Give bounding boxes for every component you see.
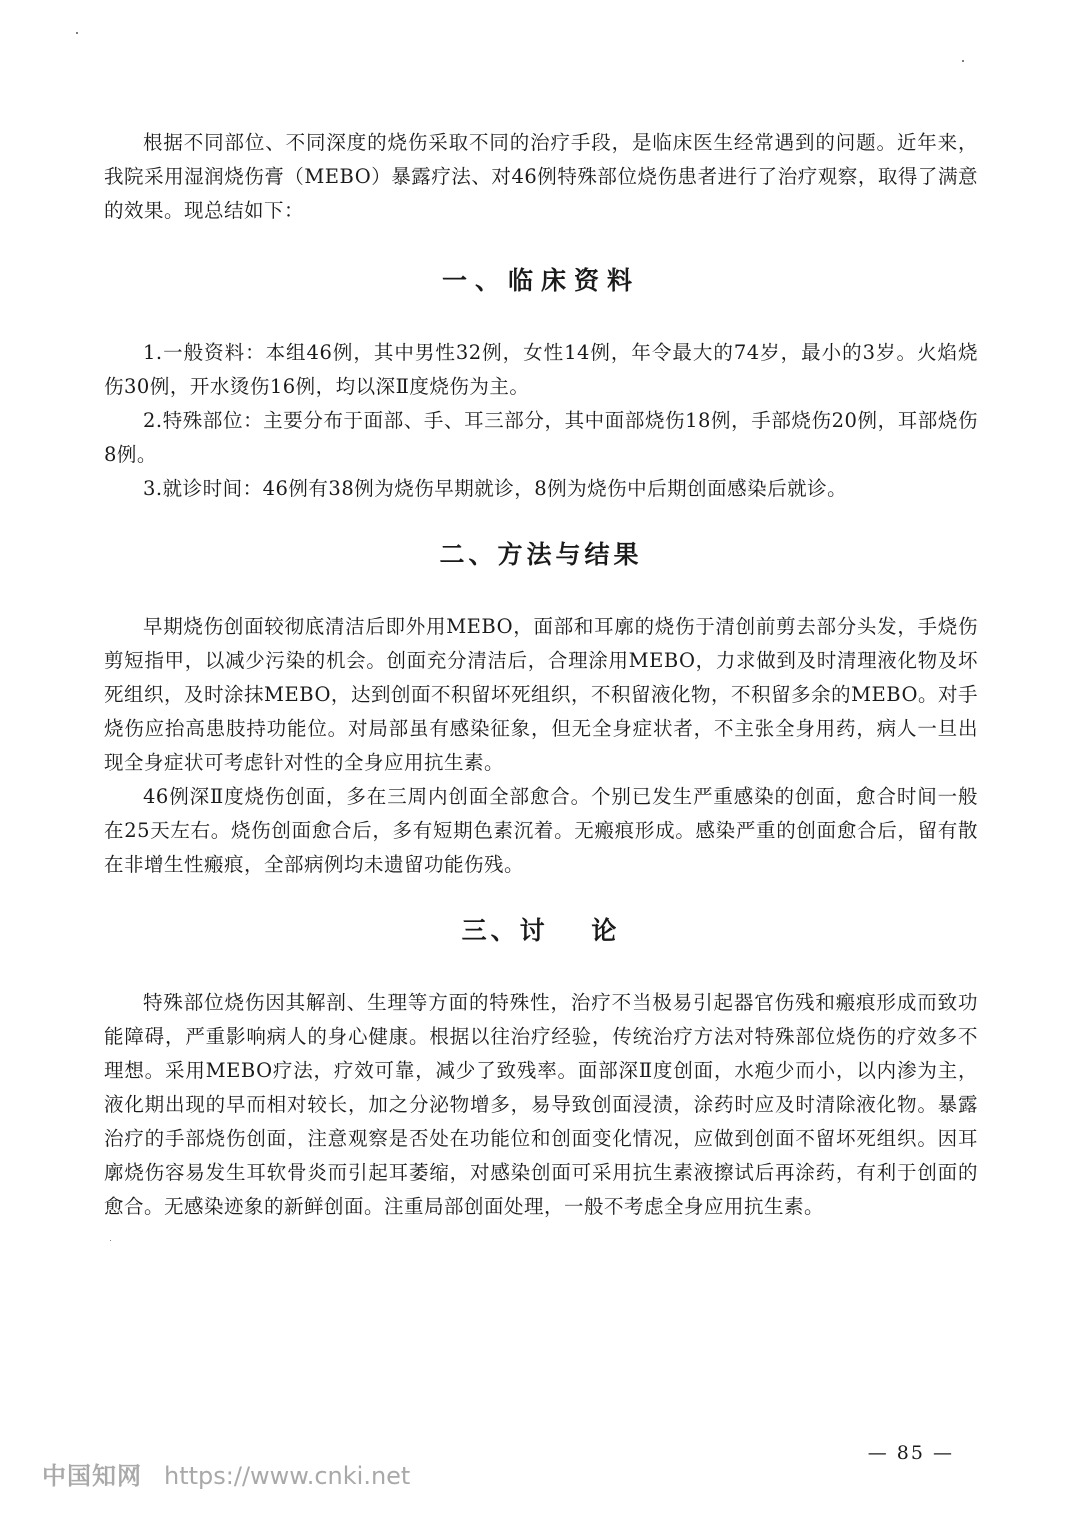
scan-speck	[110, 1240, 111, 1241]
results-paragraph: 46例深Ⅱ度烧伤创面，多在三周内创面全部愈合。个别已发生严重感染的创面，愈合时间一般在25天左右。烧伤创面愈合后，多有短期色素沉着。无瘢痕形成。感染严重的创面愈合后，留有散在非增生性瘢痕，全部病例均未遗留功能伤残。	[104, 785, 978, 876]
section-heading-methods-results: 二、方法与结果	[439, 540, 643, 569]
methods-paragraph: 早期烧伤创面较彻底清洁后即外用MEBO，面部和耳廓的烧伤于清创前剪去部分头发，手烧伤剪短指甲，以减少污染的机会。创面充分清洁后，合理涂用MEBO，力求做到及时清理液化物及坏死组织，及时涂抹MEBO，达到创面不积留坏死组织，不积留液化物，不积留多余的MEBO。对手烧伤应抬高患肢持功能位。对局部虽有感染征象，但无全身症状者，不主张全身用药，病人一旦出现全身症状可考虑针对性的全身应用抗生素。	[104, 615, 978, 774]
section-heading-clinical-data: 一、临床资料	[441, 266, 640, 295]
discussion-paragraph: 特殊部位烧伤因其解剖、生理等方面的特殊性，治疗不当极易引起器官伤残和瘢痕形成而致功能障碍，严重影响病人的身心健康。根据以往治疗经验，传统治疗方法对特殊部位烧伤的疗效多不理想。采用MEBO疗法，疗效可靠，减少了致残率。面部深Ⅱ度创面，水疱少而小，以内渗为主，液化期出现的早而相对较长，加之分泌物增多，易导致创面浸渍，涂药时应及时清除液化物。暴露治疗的手部烧伤创面，注意观察是否处在功能位和创面变化情况，应做到创面不留坏死组织。因耳廓烧伤容易发生耳软骨炎而引起耳萎缩，对感染创面可采用抗生素液擦试后再涂药，有利于创面的愈合。无感染迹象的新鲜创面。注重局部创面处理，一般不考虑全身应用抗生素。	[104, 991, 978, 1218]
cnki-watermark	[42, 1456, 410, 1491]
clinical-data-item: 2.特殊部位：主要分布于面部、手、耳三部分，其中面部烧伤18例，手部烧伤20例，耳部烧伤8例。	[104, 409, 978, 466]
watermark-url: https://www.cnki.net	[164, 1462, 411, 1490]
intro-paragraph: 根据不同部位、不同深度的烧伤采取不同的治疗手段，是临床医生经常遇到的问题。近年来，我院采用湿润烧伤膏（MEBO）暴露疗法、对46例特殊部位烧伤患者进行了治疗观察，取得了满意的效果。现总结如下：	[104, 131, 978, 222]
scan-speck	[962, 60, 964, 62]
watermark-brand: 中国知网	[42, 1462, 142, 1490]
article-body	[104, 126, 978, 1224]
clinical-data-item: 1.一般资料：本组46例，其中男性32例，女性14例，年令最大的74岁，最小的3岁。火焰烧伤30例，开水烫伤16例，均以深Ⅱ度烧伤为主。	[104, 341, 978, 398]
section-heading-discussion: 三、讨 论	[461, 916, 621, 945]
page-number: — 85 —	[867, 1442, 954, 1464]
scan-speck	[76, 32, 78, 34]
clinical-data-item: 3.就诊时间：46例有38例为烧伤早期就诊，8例为烧伤中后期创面感染后就诊。	[143, 477, 848, 500]
